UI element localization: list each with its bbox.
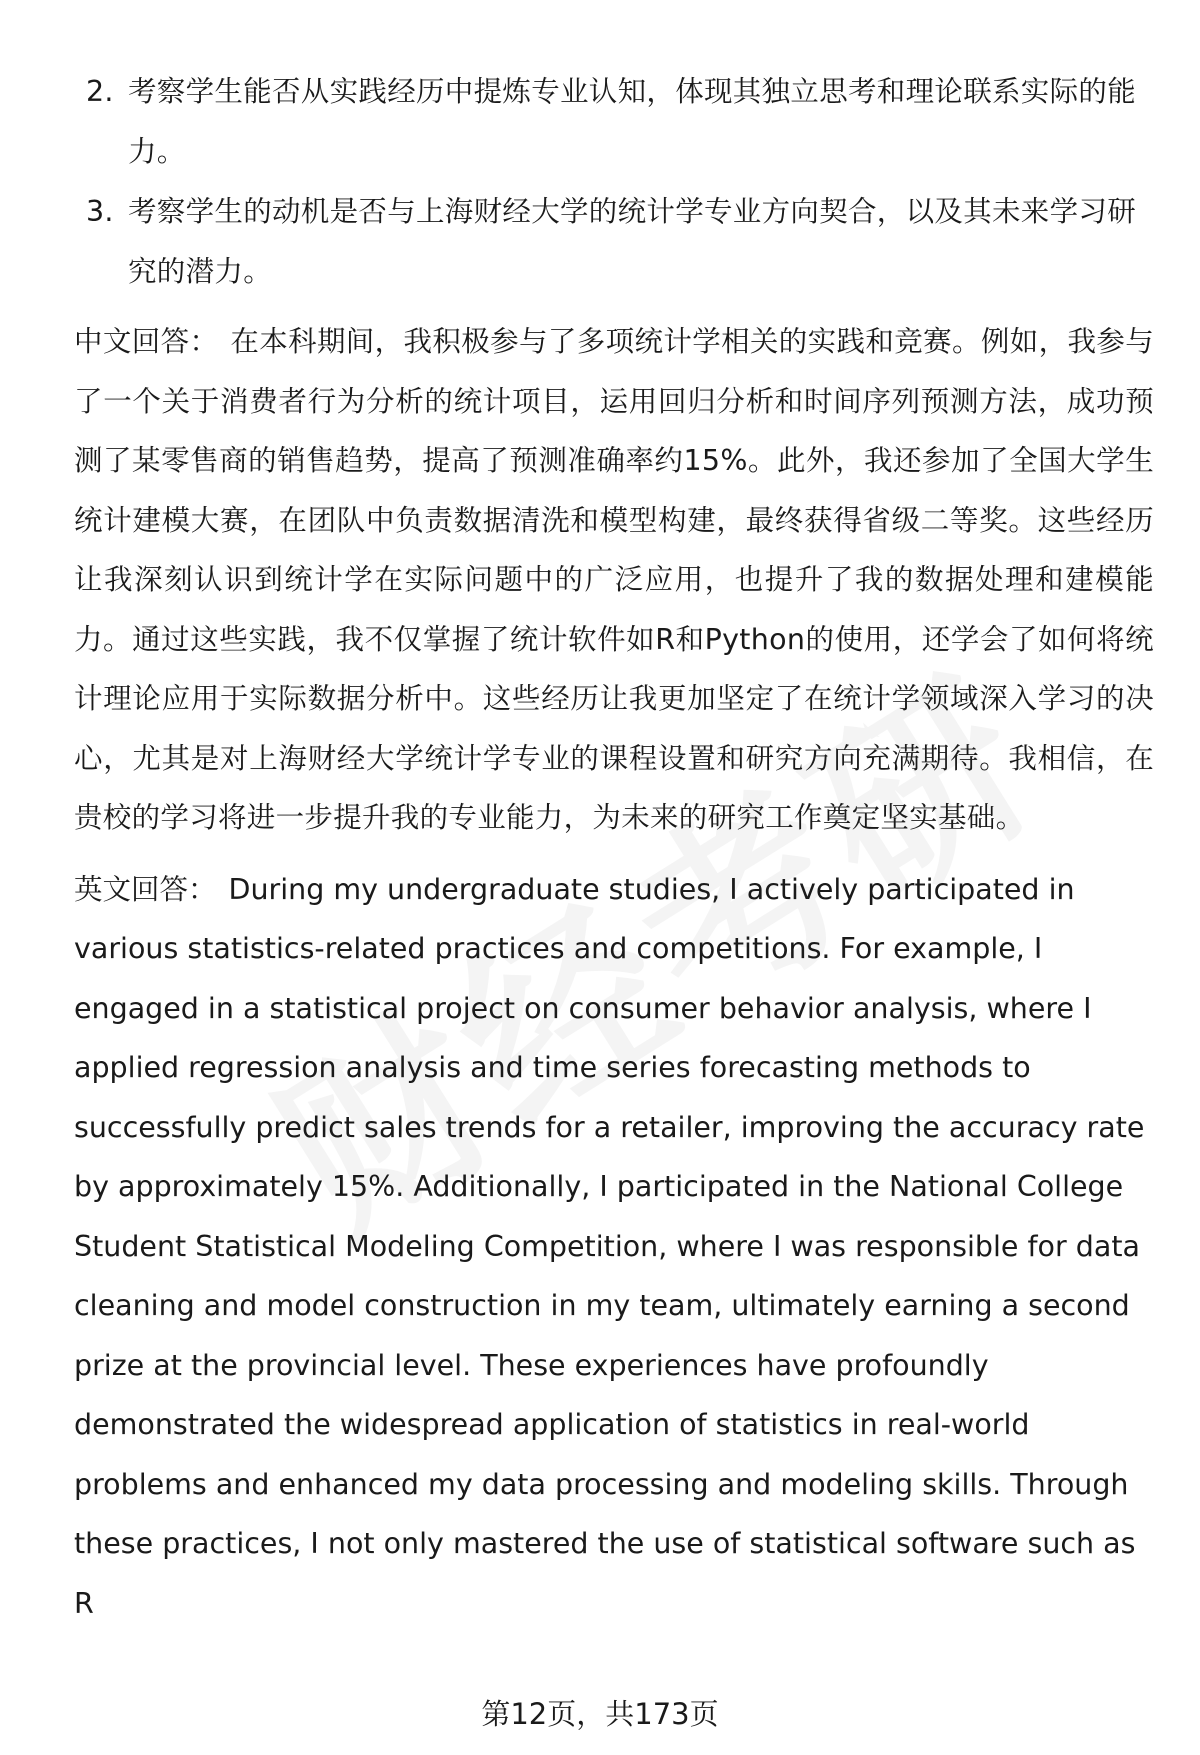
list-item-text: 考察学生能否从实践经历中提炼专业认知，体现其独立思考和理论联系实际的能力。 [128, 75, 1137, 168]
english-answer-label: 英文回答： [74, 872, 217, 906]
criteria-list [74, 62, 1154, 302]
chinese-answer-paragraph [74, 312, 1154, 848]
page-number-footer: 第12页，共173页 [481, 1697, 719, 1731]
list-item [74, 182, 1154, 302]
english-answer-text: During my undergraduate studies, I actively participated in various statistics-related practices and competitions. For example, I engaged in a statistical project on consumer behavior analysis, where I applied regression analysis and time series forecasting methods to successfully predict sales trends for a retailer, improving the accuracy rate by approximately 15%. Additionally, I participated in the National College Student Statistical Modeling Competition, where I was responsible for data cleaning and model construction in my team, ultimately earning a second prize at the provincial level. These experiences have profoundly demonstrated the widespread application of statistics in real-world problems and enhanced my data processing and modeling skills. Through these practices, I not only mastered the use of statistical software such as R [74, 872, 1145, 1620]
list-item [74, 62, 1154, 182]
list-item-text: 考察学生的动机是否与上海财经大学的统计学专业方向契合，以及其未来学习研究的潜力。 [128, 195, 1137, 288]
list-item-number: 3. [86, 195, 114, 228]
english-answer-paragraph [74, 860, 1154, 1634]
chinese-answer-text: 在本科期间，我积极参与了多项统计学相关的实践和竞赛。例如，我参与了一个关于消费者行为分析的统计项目，运用回归分析和时间序列预测方法，成功预测了某零售商的销售趋势，提高了预测准确率约15%。此外，我还参加了全国大学生统计建模大赛，在团队中负责数据清洗和模型构建，最终获得省级二等奖。这些经历让我深刻认识到统计学在实际问题中的广泛应用，也提升了我的数据处理和建模能力。通过这些实践，我不仅掌握了统计软件如R和Python的使用，还学会了如何将统计理论应用于实际数据分析中。这些经历让我更加坚定了在统计学领域深入学习的决心，尤其是对上海财经大学统计学专业的课程设置和研究方向充满期待。我相信，在贵校的学习将进一步提升我的专业能力，为未来的研究工作奠定坚实基础。 [74, 325, 1154, 834]
chinese-answer-label: 中文回答： [74, 325, 219, 358]
page-content [74, 62, 1154, 1633]
list-item-number: 2. [86, 75, 114, 108]
